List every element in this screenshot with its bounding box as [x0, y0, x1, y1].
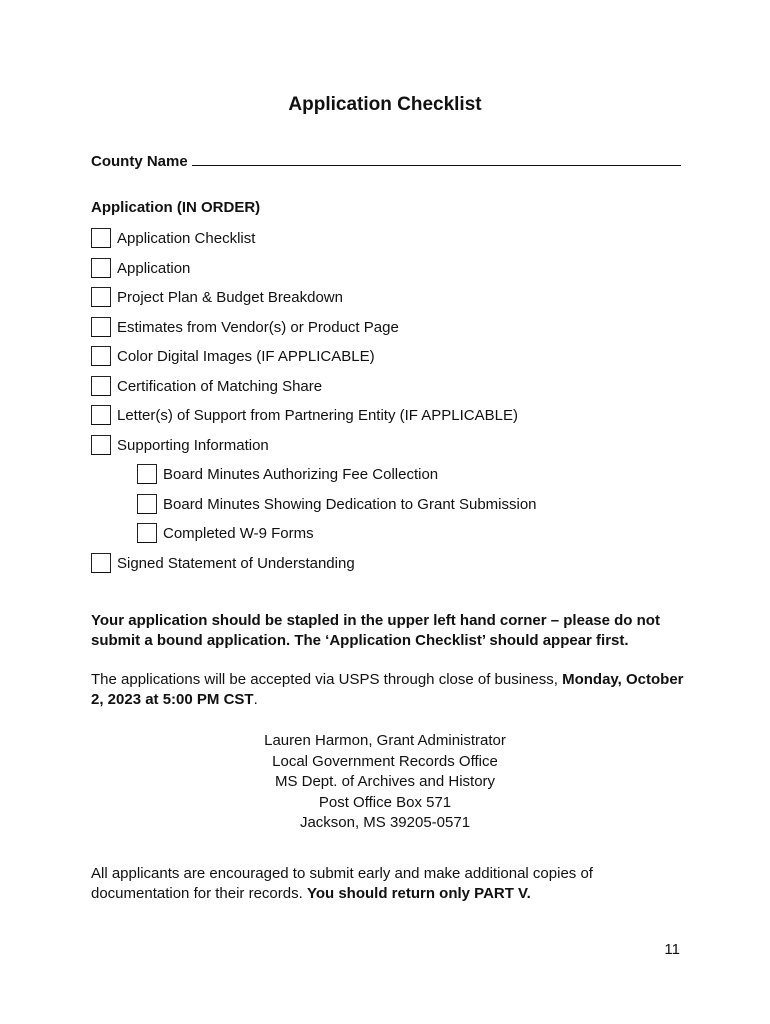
acceptance-end: . — [253, 691, 258, 708]
page-title: Application Checklist — [288, 94, 482, 115]
mailing-address — [0, 731, 770, 834]
address-name: Lauren Harmon, Grant Administrator — [264, 732, 506, 749]
checkbox[interactable] — [91, 228, 111, 248]
acceptance-text: The applications will be accepted via USPS through close of business, — [91, 671, 563, 688]
encouragement-paragraph — [91, 864, 691, 904]
page-number: 11 — [664, 941, 680, 958]
checklist-item-label: Estimates from Vendor(s) or Product Page — [117, 318, 399, 336]
checkbox[interactable] — [91, 317, 111, 337]
checklist-item — [91, 374, 322, 398]
checkbox[interactable] — [91, 376, 111, 396]
acceptance-paragraph — [91, 670, 691, 710]
checkbox[interactable] — [91, 435, 111, 455]
checkbox[interactable] — [137, 523, 157, 543]
checkbox[interactable] — [137, 464, 157, 484]
checkbox[interactable] — [91, 346, 111, 366]
checklist-item-label: Completed W-9 Forms — [163, 524, 314, 542]
address-office: Local Government Records Office — [272, 752, 498, 770]
checklist-item — [91, 403, 518, 427]
address-department: MS Dept. of Archives and History — [274, 773, 496, 790]
checklist-item-label: Certification of Matching Share — [117, 377, 323, 395]
checklist-item-label: Board Minutes Showing Dedication to Grant Submission — [163, 495, 537, 513]
section-heading: Application (IN ORDER) — [91, 199, 261, 216]
checklist-item — [91, 226, 255, 250]
county-name-label: County Name — [91, 153, 188, 170]
checklist-item-label: Application — [117, 259, 191, 277]
checklist-item-label: Board Minutes Authorizing Fee Collection — [163, 465, 439, 483]
checkbox[interactable] — [91, 405, 111, 425]
checkbox[interactable] — [91, 553, 111, 573]
checklist-item-label: Signed Statement of Understanding — [117, 554, 355, 572]
checklist-item — [91, 433, 269, 457]
deadline: Monday, October 2, 2023 at 5:00 PM CST — [91, 671, 684, 708]
checklist-item-label: Application Checklist — [117, 229, 256, 247]
county-name-field — [91, 151, 681, 170]
checklist-item — [91, 285, 343, 309]
checklist-item-label: Letter(s) of Support from Partnering Entity (IF APPLICABLE) — [117, 406, 518, 424]
checklist-item-label: Color Digital Images (IF APPLICABLE) — [117, 347, 375, 365]
encourage-text: All applicants are encouraged to submit early and make additional copies of documentation for their records. — [91, 865, 593, 902]
checkbox[interactable] — [91, 287, 111, 307]
checklist-item — [91, 344, 375, 368]
checkbox[interactable] — [91, 258, 111, 278]
address-city: Jackson, MS 39205-0571 — [299, 814, 471, 831]
checkbox[interactable] — [137, 494, 157, 514]
checklist-item — [91, 315, 399, 339]
checklist-item-label: Supporting Information — [117, 436, 269, 454]
checklist-item — [91, 551, 355, 575]
stapling-notice: Your application should be stapled in the upper left hand corner – please do not submit a bound application. The ‘Application Checklist’ should appear first. — [91, 612, 660, 649]
checklist-sub-item — [137, 462, 438, 486]
county-name-input-line[interactable] — [192, 151, 681, 166]
checklist-sub-item — [137, 521, 314, 545]
address-po-box: Post Office Box 571 — [318, 793, 452, 811]
encourage-emphasis: You should return only PART V. — [306, 885, 531, 902]
checklist-item — [91, 256, 190, 280]
checklist-item-label: Project Plan & Budget Breakdown — [117, 288, 343, 306]
checklist-sub-item — [137, 492, 537, 516]
